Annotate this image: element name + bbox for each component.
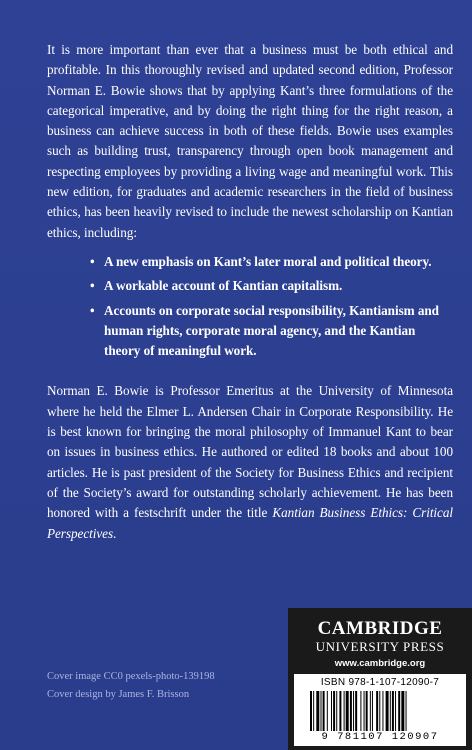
barcode-bar — [316, 691, 319, 731]
barcode-bar — [372, 691, 373, 731]
barcode-number: 9 781107 120907 — [321, 731, 439, 743]
barcode-bar — [366, 691, 368, 731]
publisher-logo: CAMBRIDGE — [317, 618, 443, 639]
intro-paragraph: It is more important than ever that a business must be both ethical and profitable. In this thoroughly revised and updated second edition, Professor Norman E. Bowie shows that by applying Kant’s three formulations of the categorical imperative, and by doing the right thing for the right reason, a business can achieve success in both of these fields. Bowie uses examples such as building trust, transparency through open book management and respecting employees by providing a living wage and meaningful work. This new edition, for graduates and academic researchers in the field of business ethics, has been heavily revised to include the newest scholarship on Kantian ethics, including: — [47, 42, 453, 240]
barcode-bar — [382, 691, 383, 731]
barcode-bar — [353, 691, 354, 731]
barcode-bar — [327, 691, 328, 731]
barcode-bar — [395, 691, 396, 731]
barcode-bar — [344, 691, 345, 731]
barcode-bar — [390, 691, 391, 731]
barcode-bar — [331, 691, 332, 731]
author-bio-text: Norman E. Bowie is Professor Emeritus at the University of Minnesota where he held the Elmer L. Andersen Chair in Corporate Responsibility. He is best known for bringing the moral philosophy of Immanuel Kant to bear on issues in business ethics. He authored or edited 18 books and about 100 articles. He is past president of the Society for Business Ethics and recipient of the Society’s award for outstanding scholarly achievement. He has been honored with a festschrift under the title — [47, 383, 453, 521]
feature-item: • A workable account of Kantian capitalism. — [90, 276, 453, 296]
barcode-bar — [355, 691, 357, 731]
festschrift-title: Kantian Business Ethics: Critical Perspectives — [47, 505, 454, 541]
barcode-bar — [398, 691, 400, 731]
barcode-bar — [336, 691, 337, 731]
feature-item: • Accounts on corporate social responsibility, Kantianism and human rights, corporate moral agency, and the Kantian theory of meaningful work. — [90, 301, 453, 362]
barcode-bar — [386, 691, 389, 731]
barcode-bar — [310, 691, 312, 731]
cover-credits — [47, 668, 215, 704]
cover-image-credit: Cover image CC0 pexels-photo-139198 — [47, 671, 215, 682]
publisher-press: UNIVERSITY PRESS — [315, 639, 445, 654]
barcode-bar — [370, 691, 371, 731]
publisher-block — [288, 608, 472, 750]
author-bio — [47, 381, 453, 543]
bio-period: . — [113, 525, 117, 541]
barcode-bar — [364, 691, 365, 731]
barcode-bar — [313, 691, 314, 731]
feature-list — [47, 252, 453, 361]
cover-design-credit: Cover design by James F. Brisson — [47, 689, 190, 700]
barcode-bar — [350, 691, 352, 731]
barcode-bar — [360, 691, 361, 731]
barcode-panel — [294, 674, 466, 746]
barcode-bar — [339, 691, 341, 731]
barcode-bar — [379, 691, 380, 731]
barcode-bar — [346, 691, 349, 731]
barcode-bar — [401, 691, 404, 731]
barcode-bar — [321, 691, 322, 731]
barcode-bar — [376, 691, 378, 731]
barcode-bar — [323, 691, 325, 731]
feature-item: • A new emphasis on Kant’s later moral and political theory. — [90, 252, 453, 272]
barcode-bar — [333, 691, 335, 731]
barcode-icon — [310, 691, 450, 731]
isbn-label: ISBN 978-1-107-12090-7 — [320, 677, 440, 688]
barcode-bar — [392, 691, 394, 731]
barcode-bar — [406, 691, 407, 731]
blurb-text — [47, 40, 453, 544]
publisher-url: www.cambridge.org — [334, 658, 426, 669]
